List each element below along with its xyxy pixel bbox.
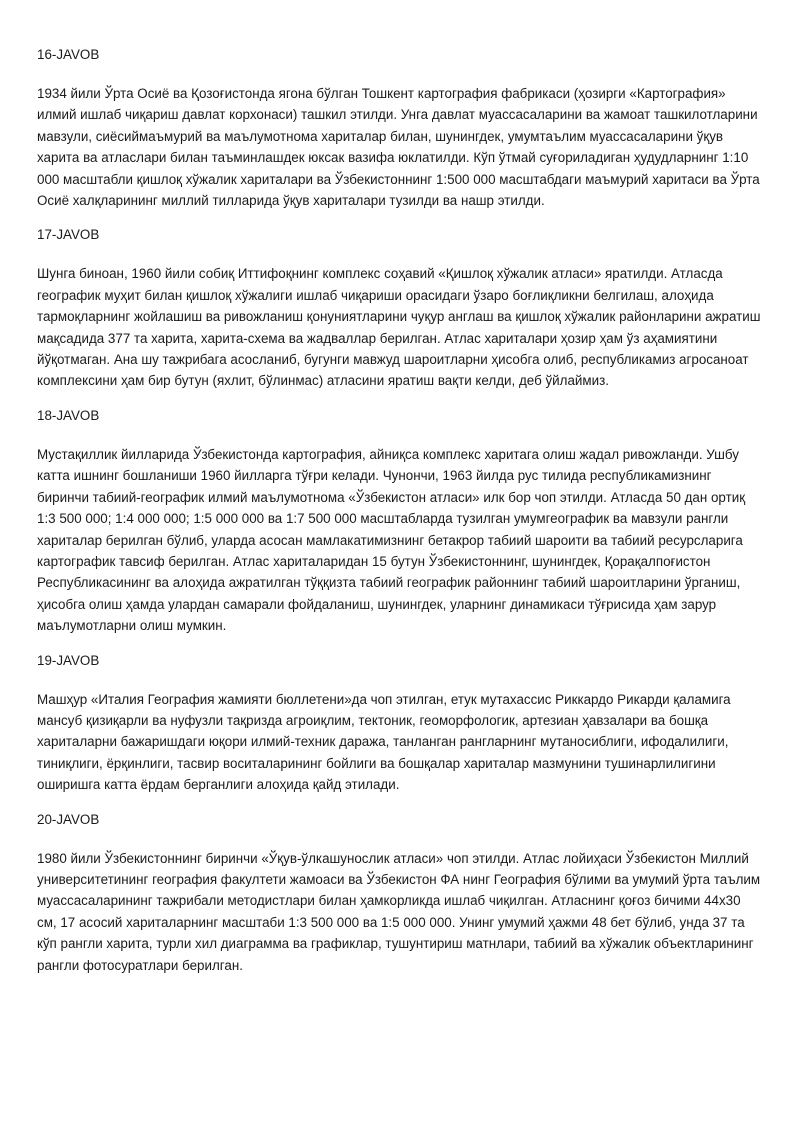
section-paragraph: Машҳур «Италия География жамияти бюллетени»да чоп этилган, етук мутахассис Риккардо Рикарди қаламига мансуб қизиқарли ва нуфузли тақризда агроиқлим, тектоник, геоморфологик, артезиан ҳавзалари ва бошқа хариталарни бажаришдаги юқори илмий-техник даража, танланган рангларнинг мутаносиблиги, ифодалилиги, тиниқлиги, ёрқинлиги, тасвир воситаларининг бойлиги ва бошқалар хариталар мазмунини тушинарлилигини оширишга катта ёрдам берганлиги алоҳида қайд этилади. [37, 691, 731, 793]
answer-section-16 [37, 45, 763, 211]
section-heading: 18-JAVOB [37, 407, 100, 423]
section-paragraph: 1980 йили Ўзбекистоннинг биринчи «Ўқув-ўлкашунослик атласи» чоп этилди. Атлас лойиҳаси Ўзбекистон Миллий университетининг география факултети жамоаси ва Ўзбекистон ФА нинг География бўлими ва умумий ўрта таълим муассасаларининг тажрибали методистлари билан ҳамкорликда ишлаб чиқилган. Атласнинг қоғоз бичими 44х30 см, 17 асосий хариталарнинг масштаби 1:3 500 000 ва 1:5 000 000. Унинг умумий ҳажми 48 бет бўлиб, унда 37 та кўп рангли харита, турли хил диаграмма ва графиклар, тушунтириш матнлари, табиий ва хўжалик объектларининг рангли фотосуратлари берилган. [37, 850, 761, 973]
section-heading: 17-JAVOB [37, 227, 100, 243]
section-paragraph: Мустақиллик йилларида Ўзбекистонда картография, айниқса комплекс харитага олиш жадал ривожланди. Ушбу катта ишнинг бошланиши 1960 йилларга тўғри келади. Чунончи, 1963 йилда рус тилида республикамизнинг биринчи табиий-географик илмий маълумотнома «Ўзбекистон атласи» илк бор чоп этилди. Атласда 50 дан ортиқ 1:3 500 000; 1:4 000 000; 1:5 000 000 ва 1:7 500 000 масштабларда тузилган умумгеографик ва мавзули рангли хариталар берилган бўлиб, уларда асосан мамлакатимизнинг бетакрор табиий шароити ва табиий ресурсларига картографик тавсиф берилган. Атлас хариталаридан 15 бутун Ўзбекистоннинг, шунингдек, Қорақалпоғистон Республикасининг ва алоҳида ажратилган тўққизта табиий географик районнинг табиий шароитларини ўрганиш, ҳисобга олиш ҳамда улардан самарали фойдаланиш, шунингдек, уларнинг динамикаси тўғрисида ҳам зарур маълумотларни олиш мумкин. [37, 446, 746, 634]
document-page [37, 45, 763, 990]
section-paragraph: 1934 йили Ўрта Осиё ва Қозоғистонда ягона бўлган Тошкент картография фабрикаси (ҳозирги «Картография» илмий ишлаб чиқариш давлат корхонаси) ташкил этилди. Унга давлат муассасаларини ва жамоат ташкилотларини мавзули, сиёсиймаъмурий ва маълумотнома хариталар билан, шунингдек, умумтаълим муассасаларини ўқув харита ва атласлари билан таъминлашдек юксак вазифа юклатилди. Кўп ўтмай суғориладиган ҳудудларнинг 1:10 000 масштабли қишлоқ хўжалик хариталари ва Ўзбекистоннинг 1:500 000 масштабдаги маъмурий харитаси ва Ўрта Осиё халқларининг миллий тилларида ўқув хариталари тузилди ва нашр этилди. [37, 86, 760, 209]
section-heading: 16-JAVOB [37, 47, 100, 62]
section-heading: 20-JAVOB [37, 811, 100, 827]
answer-section-19 [37, 651, 763, 796]
answer-section-20 [37, 810, 763, 976]
section-heading: 19-JAVOB [37, 652, 100, 668]
section-paragraph: Шунга биноан, 1960 йили собиқ Иттифоқнинг комплекс соҳавий «Қишлоқ хўжалик атласи» яратилди. Атласда географик муҳит билан қишлоқ хўжалиги ишлаб чиқариши орасидаги ўзаро боғлиқликни белгилаш, алоҳида тармоқларнинг жойлашиш ва ривожланиш қонуниятларини чуқур англаш ва қишлоқ хўжалик районларини ажратиш мақсадида 377 та харита, харита-схема ва жадваллар берилган. Атлас хариталари ҳозир ҳам ўз аҳамиятини йўқотмаган. Ана шу тажрибага асосланиб, бугунги мавжуд шароитларни ҳисобга олиб, республикамиз агросаноат комплексини ҳам бир бутун (яхлит, бўлинмас) атласини яратиш вақти келди, деб ўйлаймиз. [37, 266, 761, 389]
answer-section-18 [37, 406, 763, 637]
answer-section-17 [37, 225, 763, 391]
